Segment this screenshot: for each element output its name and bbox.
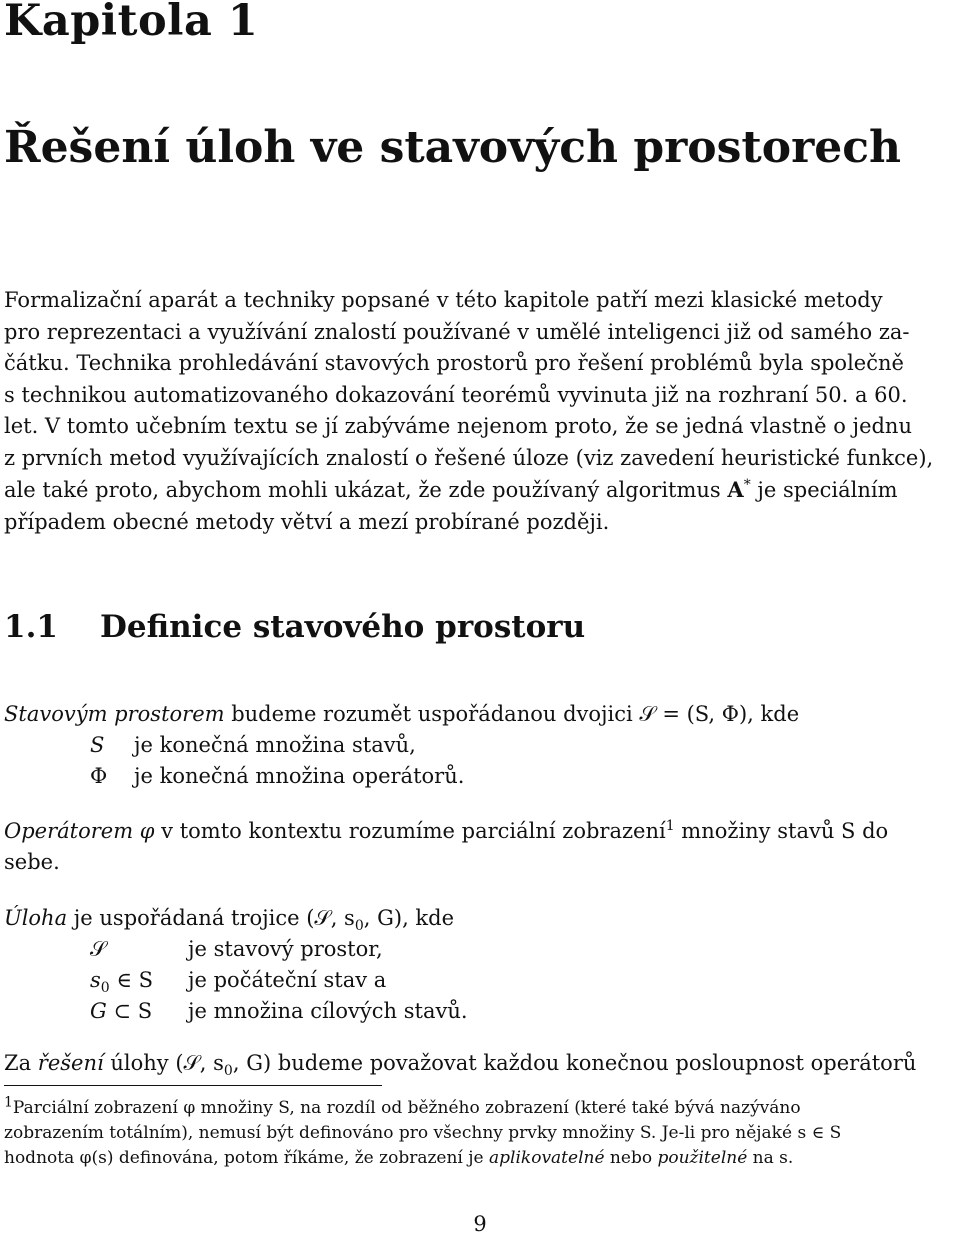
footnote-reference: 1 <box>665 818 675 834</box>
defined-term: řešení <box>37 1051 104 1075</box>
task-description: je počáteční stav a <box>188 968 387 992</box>
definition-symbol: S <box>90 733 105 757</box>
intro-line <box>4 474 956 507</box>
task-symbol: G ⊂ S <box>90 999 153 1023</box>
task-symbol: 𝒮 <box>90 937 107 961</box>
definition-description: je konečná množina stavů, <box>134 733 416 757</box>
intro-line: z prvních metod využívajících znalostí o řešené úloze (viz zavedení heuristické funkce), <box>4 445 934 470</box>
definition-text: množiny stavů S do <box>674 819 889 843</box>
intro-line: případem obecné metody větví a mezí probírané později. <box>4 509 610 534</box>
page-number: 9 <box>473 1212 487 1236</box>
footnote-line: hodnota φ(s) definována, potom říkáme, že zobrazení je aplikovatelné nebo použitelné na s. <box>4 1148 794 1168</box>
footnote-line: $^1$Parciální zobrazení φ množiny S, na rozdíl od běžného zobrazení (které také bývá nazýváno <box>4 1094 801 1118</box>
task-symbol: $s_0$ ∈ S <box>90 968 153 997</box>
definition-text: v tomto kontextu rozumíme parciální zobrazení <box>161 819 666 843</box>
intro-line: s technikou automatizovaného dokazování teorémů vyvinuta již na rozhraní 50. a 60. <box>4 382 908 407</box>
operator-definition <box>4 819 888 843</box>
solution-definition: Za řešení úlohy (𝒮, $s_0$, G) budeme považovat každou konečnou posloupnost operátorů <box>4 1051 917 1080</box>
definition-text: , G), kde <box>363 906 455 930</box>
chapter-label: Kapitola 1 <box>4 0 259 46</box>
intro-line: let. V tomto učebním textu se jí zabýváme nejenom proto, že se jedná vlastně o jednu <box>4 414 912 438</box>
defined-term: Operátorem <box>4 819 134 843</box>
subscript: 0 <box>223 1063 233 1080</box>
algorithm-star: * <box>743 477 751 493</box>
defined-term: Úloha <box>4 906 68 930</box>
footnote <box>4 1096 956 1171</box>
intro-line: Formalizační aparát a techniky popsané v této kapitole patří mezi klasické metody <box>4 288 883 312</box>
footnote-line: zobrazením totálním), nemusí být definováno pro všechny prvky množiny S. Je-li pro nějaké s ∈ S <box>4 1123 842 1143</box>
operator-symbol: φ <box>133 819 162 843</box>
task-definition <box>4 906 455 935</box>
state-space-definition <box>4 702 799 727</box>
intro-line: čátku. Technika prohledávání stavových prostorů pro řešení problémů byla společně <box>4 351 904 375</box>
definition-description: je konečná množina operátorů. <box>134 764 465 788</box>
footnote-mark: 1 <box>4 1094 13 1111</box>
subscript: 0 <box>354 918 364 935</box>
task-description: je množina cílových stavů. <box>188 999 468 1023</box>
intro-text: je speciálním <box>750 478 898 502</box>
section-heading <box>4 609 585 645</box>
task-description: je stavový prostor, <box>188 937 383 961</box>
section-title: Definice stavového prostoru <box>100 609 586 645</box>
defined-term: Stavovým prostorem <box>4 702 225 726</box>
intro-line: pro reprezentaci a využívání znalostí používané v umělé inteligenci již od samého za- <box>4 319 910 344</box>
section-number: 1.1 <box>4 609 58 645</box>
footnote-rule <box>4 1085 382 1086</box>
intro-text: ale také proto, abychom mohli ukázat, že zde používaný algoritmus <box>4 478 728 502</box>
chapter-title: Řešení úloh ve stavových prostorech <box>4 122 902 173</box>
definition-symbol: Φ <box>90 764 108 788</box>
definition-text: budeme rozumět uspořádanou dvojici 𝒮 = (S, Φ), kde <box>224 702 800 726</box>
algorithm-name: A <box>727 477 744 502</box>
operator-definition-cont: sebe. <box>4 850 60 874</box>
intro-paragraph <box>4 285 956 538</box>
definition-text: je uspořádaná trojice (𝒮, s <box>67 906 355 930</box>
